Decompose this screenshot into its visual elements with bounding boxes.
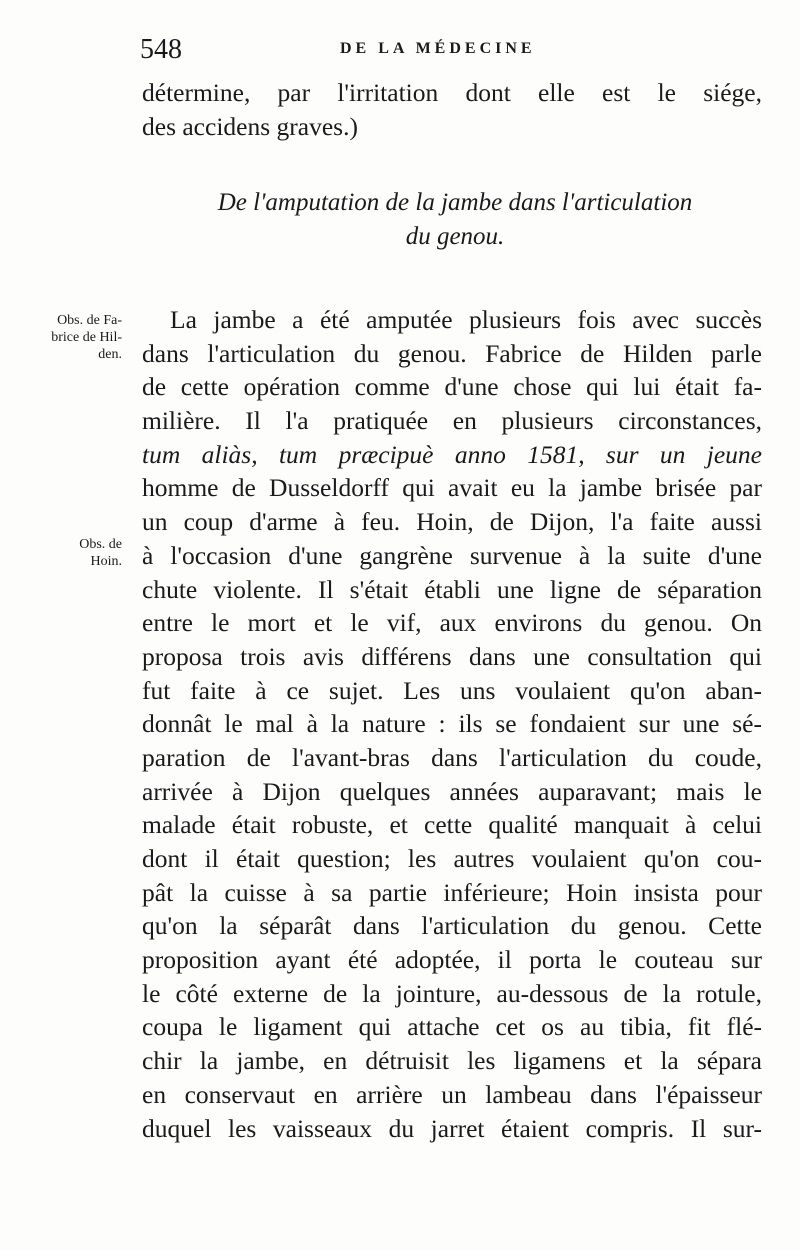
running-head: DE LA MÉDECINE — [340, 40, 536, 57]
text-line-latin: tum aliàs, tum præcipuè anno 1581, sur un jeune — [142, 439, 762, 469]
text-line: qu'on la séparât dans l'articulation du genou. Cette — [142, 911, 762, 941]
text-line: fut faite à ce sujet. Les uns voulaient qu'on aban- — [142, 675, 762, 705]
margin-note-line: Obs. de Fa- — [57, 313, 122, 328]
margin-note-line: brice de Hil- — [51, 330, 122, 345]
text-line: coupa le ligament qui attache cet os au tibia, fit flé- — [142, 1012, 762, 1042]
text-line: proposition ayant été adoptée, il porta le couteau sur — [142, 945, 762, 975]
text-line: malade était robuste, et cette qualité manquait à celui — [142, 810, 762, 840]
margin-note-line: Hoin. — [90, 554, 122, 569]
text-line: proposa trois avis différens dans une consultation qui — [142, 641, 762, 671]
section-heading — [150, 186, 760, 254]
text-line: détermine, par l'irritation dont elle est le siége, — [142, 78, 762, 107]
page-number: 548 — [140, 34, 182, 65]
text-line: en conservaut en arrière un lambeau dans l'épaisseur — [142, 1079, 762, 1109]
text-line: des accidens graves.) — [142, 111, 358, 141]
text-line: paration de l'avant-bras dans l'articulation du coude, — [142, 742, 762, 772]
text-line: homme de Dusseldorff qui avait eu la jambe brisée par — [142, 473, 762, 503]
paragraph-amputation — [142, 303, 762, 1145]
text-line: de cette opération comme d'une chose qui lui était fa- — [142, 372, 762, 402]
paragraph-continuation — [142, 76, 762, 143]
text-line: entre le mort et le vif, aux environs du genou. On — [142, 608, 762, 638]
text-line: duquel les vaisseaux du jarret étaient compris. Il sur- — [142, 1113, 762, 1143]
text-line: un coup d'arme à feu. Hoin, de Dijon, l'a faite aussi — [142, 507, 762, 537]
text-line: arrivée à Dijon quelques années auparavant; mais le — [142, 776, 762, 806]
text-line: le côté externe de la jointure, au-dessous de la rotule, — [142, 978, 762, 1008]
text-line: milière. Il l'a pratiquée en plusieurs circonstances, — [142, 406, 762, 436]
section-heading-line: De l'amputation de la jambe dans l'articulation — [217, 189, 693, 216]
text-line: chir la jambe, en détruisit les ligamens et la sépara — [142, 1046, 762, 1076]
text-line: dans l'articulation du genou. Fabrice de Hilden parle — [142, 338, 762, 368]
text-line: donnât le mal à la nature : ils se fondaient sur une sé- — [142, 709, 762, 739]
margin-note-fabrice — [0, 312, 122, 363]
text-line: La jambe a été amputée plusieurs fois avec succès — [170, 305, 762, 334]
margin-note-line: den. — [98, 347, 122, 362]
text-line: dont il était question; les autres voulaient qu'on cou- — [142, 844, 762, 873]
text-line: chute violente. Il s'était établi une ligne de séparation — [142, 574, 762, 604]
page-header — [140, 30, 760, 70]
margin-note-line: Obs. de — [79, 537, 122, 552]
section-heading-line: du genou. — [405, 223, 505, 250]
text-line: à l'occasion d'une gangrène survenue à la suite d'une — [142, 540, 762, 570]
text-line: pât la cuisse à sa partie inférieure; Hoin insista pour — [142, 877, 762, 907]
margin-note-hoin — [0, 536, 122, 570]
